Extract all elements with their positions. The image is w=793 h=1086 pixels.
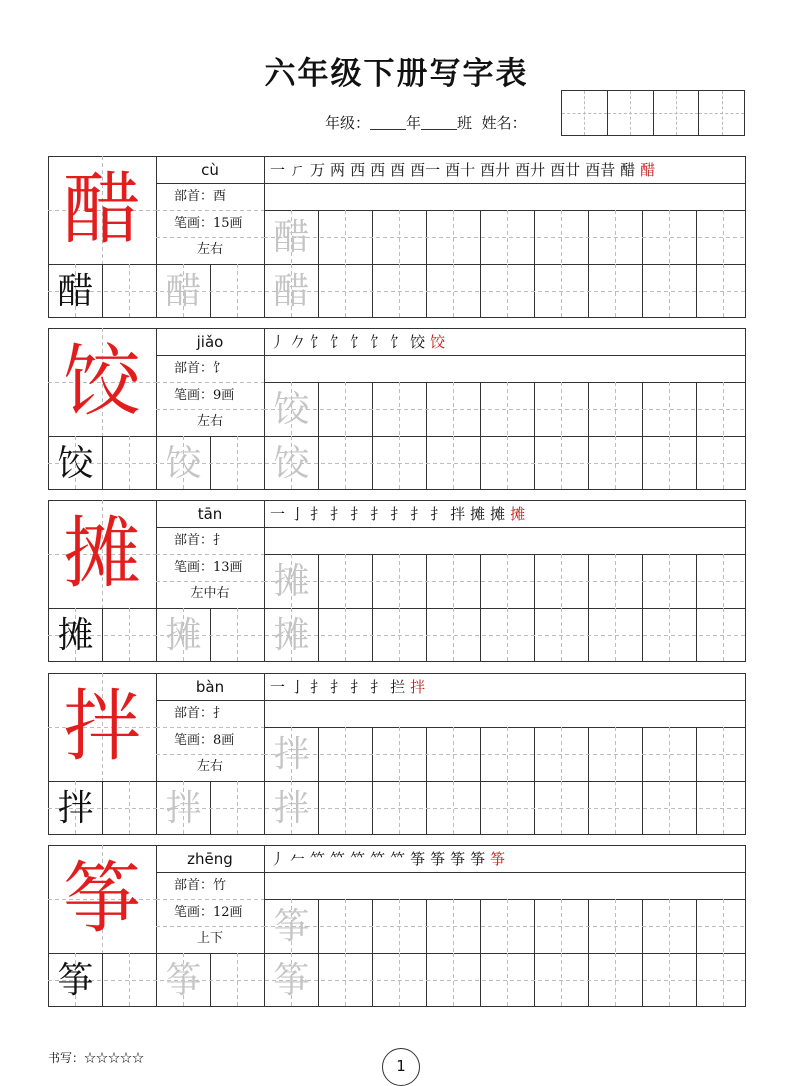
character-block xyxy=(48,156,746,318)
name-box[interactable] xyxy=(608,91,654,135)
trace-character: 饺 xyxy=(273,389,310,430)
stroke-step: 𥫗 xyxy=(390,850,406,868)
structure: 左右 xyxy=(196,414,223,429)
sample-character: 饺 xyxy=(57,443,94,484)
radical: 部首：扌 xyxy=(174,533,227,548)
stroke-order xyxy=(270,846,510,872)
trace-character: 醋 xyxy=(273,217,310,258)
stroke-step: 摊 xyxy=(490,505,506,523)
radical: 部首：酉 xyxy=(174,189,227,204)
stroke-step: 酉十 xyxy=(445,161,476,179)
stroke-step: 饺 xyxy=(430,333,446,351)
stroke-step: 醋 xyxy=(640,161,656,179)
stroke-step: 饣 xyxy=(370,333,386,351)
stroke-step: 扌 xyxy=(410,505,426,523)
class-blank[interactable] xyxy=(421,115,457,130)
stroke-step: 醋 xyxy=(620,161,636,179)
pinyin: bàn xyxy=(195,678,225,696)
structure: 左右 xyxy=(196,759,223,774)
writing-rating-label: 书写：☆☆☆☆☆ xyxy=(48,1051,145,1065)
trace-character: 饺 xyxy=(273,443,310,484)
trace-character: 筝 xyxy=(273,960,310,1001)
stroke-step: 西 xyxy=(370,161,386,179)
stroke-step: 筝 xyxy=(450,850,466,868)
structure: 左右 xyxy=(196,242,223,257)
trace-character: 饺 xyxy=(165,443,202,484)
stroke-step: 扌 xyxy=(350,678,366,696)
model-character: 拌 xyxy=(62,682,141,772)
stroke-step: 亅 xyxy=(290,678,306,696)
sample-character: 筝 xyxy=(57,960,94,1001)
stroke-step: 扌 xyxy=(330,505,346,523)
stroke-step: 扌 xyxy=(350,505,366,523)
sample-character: 醋 xyxy=(57,271,94,312)
stroke-count: 笔画：13画 xyxy=(174,560,243,575)
pinyin: tān xyxy=(197,505,223,523)
stroke-step: 𥫗 xyxy=(350,850,366,868)
stroke-step: 摊 xyxy=(510,505,526,523)
student-info-row xyxy=(325,112,527,133)
structure: 上下 xyxy=(196,931,223,946)
character-block xyxy=(48,328,746,490)
year-label: 年 xyxy=(406,114,422,132)
grade-label: 年级： xyxy=(325,114,371,132)
page-title: 六年级下册写字表 xyxy=(264,56,529,92)
name-boxes[interactable] xyxy=(561,90,745,136)
model-character: 醋 xyxy=(62,165,141,255)
character-block xyxy=(48,673,746,835)
stroke-step: 𥫗 xyxy=(370,850,386,868)
stroke-step: 饣 xyxy=(330,333,346,351)
stroke-step: 酉一 xyxy=(410,161,441,179)
stroke-step: 酉昔 xyxy=(585,161,616,179)
class-label: 班 xyxy=(457,114,473,132)
stroke-step: 酉廾 xyxy=(480,161,511,179)
stroke-step: 扌 xyxy=(310,678,326,696)
stroke-step: 酉廾 xyxy=(515,161,546,179)
name-box[interactable] xyxy=(699,91,744,135)
stroke-step: 酉 xyxy=(390,161,406,179)
trace-character: 筝 xyxy=(273,906,310,947)
stroke-step: 扌 xyxy=(390,505,406,523)
character-block xyxy=(48,500,746,662)
sample-character: 拌 xyxy=(57,788,94,829)
trace-character: 摊 xyxy=(273,561,310,602)
character-block xyxy=(48,845,746,1007)
trace-character: 筝 xyxy=(165,960,202,1001)
stroke-step: 扌 xyxy=(370,505,386,523)
stroke-count: 笔画：12画 xyxy=(174,905,243,920)
stroke-step: 𠂊 xyxy=(290,333,306,351)
trace-character: 拌 xyxy=(165,788,202,829)
pinyin: jiǎo xyxy=(196,333,224,351)
stroke-step: 饣 xyxy=(310,333,326,351)
radical: 部首：竹 xyxy=(174,878,227,893)
stroke-order xyxy=(270,674,430,700)
stroke-count: 笔画：8画 xyxy=(174,733,235,748)
sample-character: 摊 xyxy=(57,615,94,656)
stroke-step: 拌 xyxy=(410,678,426,696)
stroke-step: 扌 xyxy=(370,678,386,696)
stroke-step: 两 xyxy=(330,161,346,179)
stroke-step: 扌 xyxy=(310,505,326,523)
stroke-step: 酉廿 xyxy=(550,161,581,179)
stroke-step: 万 xyxy=(310,161,326,179)
stroke-step: ㄏ xyxy=(290,161,306,179)
stroke-step: 丿 xyxy=(270,333,286,351)
pinyin: zhēng xyxy=(187,850,233,868)
stroke-step: 拦 xyxy=(390,678,406,696)
pinyin: cù xyxy=(201,161,219,179)
structure: 左中右 xyxy=(190,586,230,601)
stroke-step: 亅 xyxy=(290,505,306,523)
trace-character: 摊 xyxy=(165,615,202,656)
stroke-step: 拌 xyxy=(450,505,466,523)
trace-character: 拌 xyxy=(273,788,310,829)
model-character: 饺 xyxy=(62,337,141,427)
name-box[interactable] xyxy=(562,91,608,135)
stroke-count: 笔画：9画 xyxy=(174,388,235,403)
page-number: 1 xyxy=(382,1048,420,1086)
trace-character: 摊 xyxy=(273,615,310,656)
stroke-step: 𥫗 xyxy=(330,850,346,868)
stroke-step: 扌 xyxy=(330,678,346,696)
trace-character: 醋 xyxy=(165,271,202,312)
radical: 部首：扌 xyxy=(174,706,227,721)
stroke-order xyxy=(270,157,660,183)
stroke-step: 筝 xyxy=(470,850,486,868)
trace-character: 拌 xyxy=(273,734,310,775)
stroke-step: 筝 xyxy=(410,850,426,868)
trace-character: 醋 xyxy=(273,271,310,312)
stroke-step: 𥫗 xyxy=(310,850,326,868)
stroke-step: 一 xyxy=(270,678,286,696)
stroke-step: 西 xyxy=(350,161,366,179)
grade-blank[interactable] xyxy=(370,115,406,130)
name-label: 姓名： xyxy=(481,114,527,132)
stroke-count: 笔画：15画 xyxy=(174,216,243,231)
model-character: 筝 xyxy=(62,854,141,944)
stroke-step: 饺 xyxy=(410,333,426,351)
stroke-order xyxy=(270,329,450,355)
stroke-step: 摊 xyxy=(470,505,486,523)
stroke-step: 丿 xyxy=(270,850,286,868)
stroke-step: 扌 xyxy=(430,505,446,523)
stroke-step: 筝 xyxy=(430,850,446,868)
radical: 部首：饣 xyxy=(174,361,227,376)
stroke-step: 一 xyxy=(270,505,286,523)
stroke-step: 一 xyxy=(270,161,286,179)
model-character: 摊 xyxy=(62,509,141,599)
stroke-step: 筝 xyxy=(490,850,506,868)
stroke-step: 饣 xyxy=(350,333,366,351)
stroke-step: 𠂉 xyxy=(290,850,306,868)
name-box[interactable] xyxy=(654,91,700,135)
stroke-step: 饣 xyxy=(390,333,406,351)
stroke-order xyxy=(270,501,530,527)
